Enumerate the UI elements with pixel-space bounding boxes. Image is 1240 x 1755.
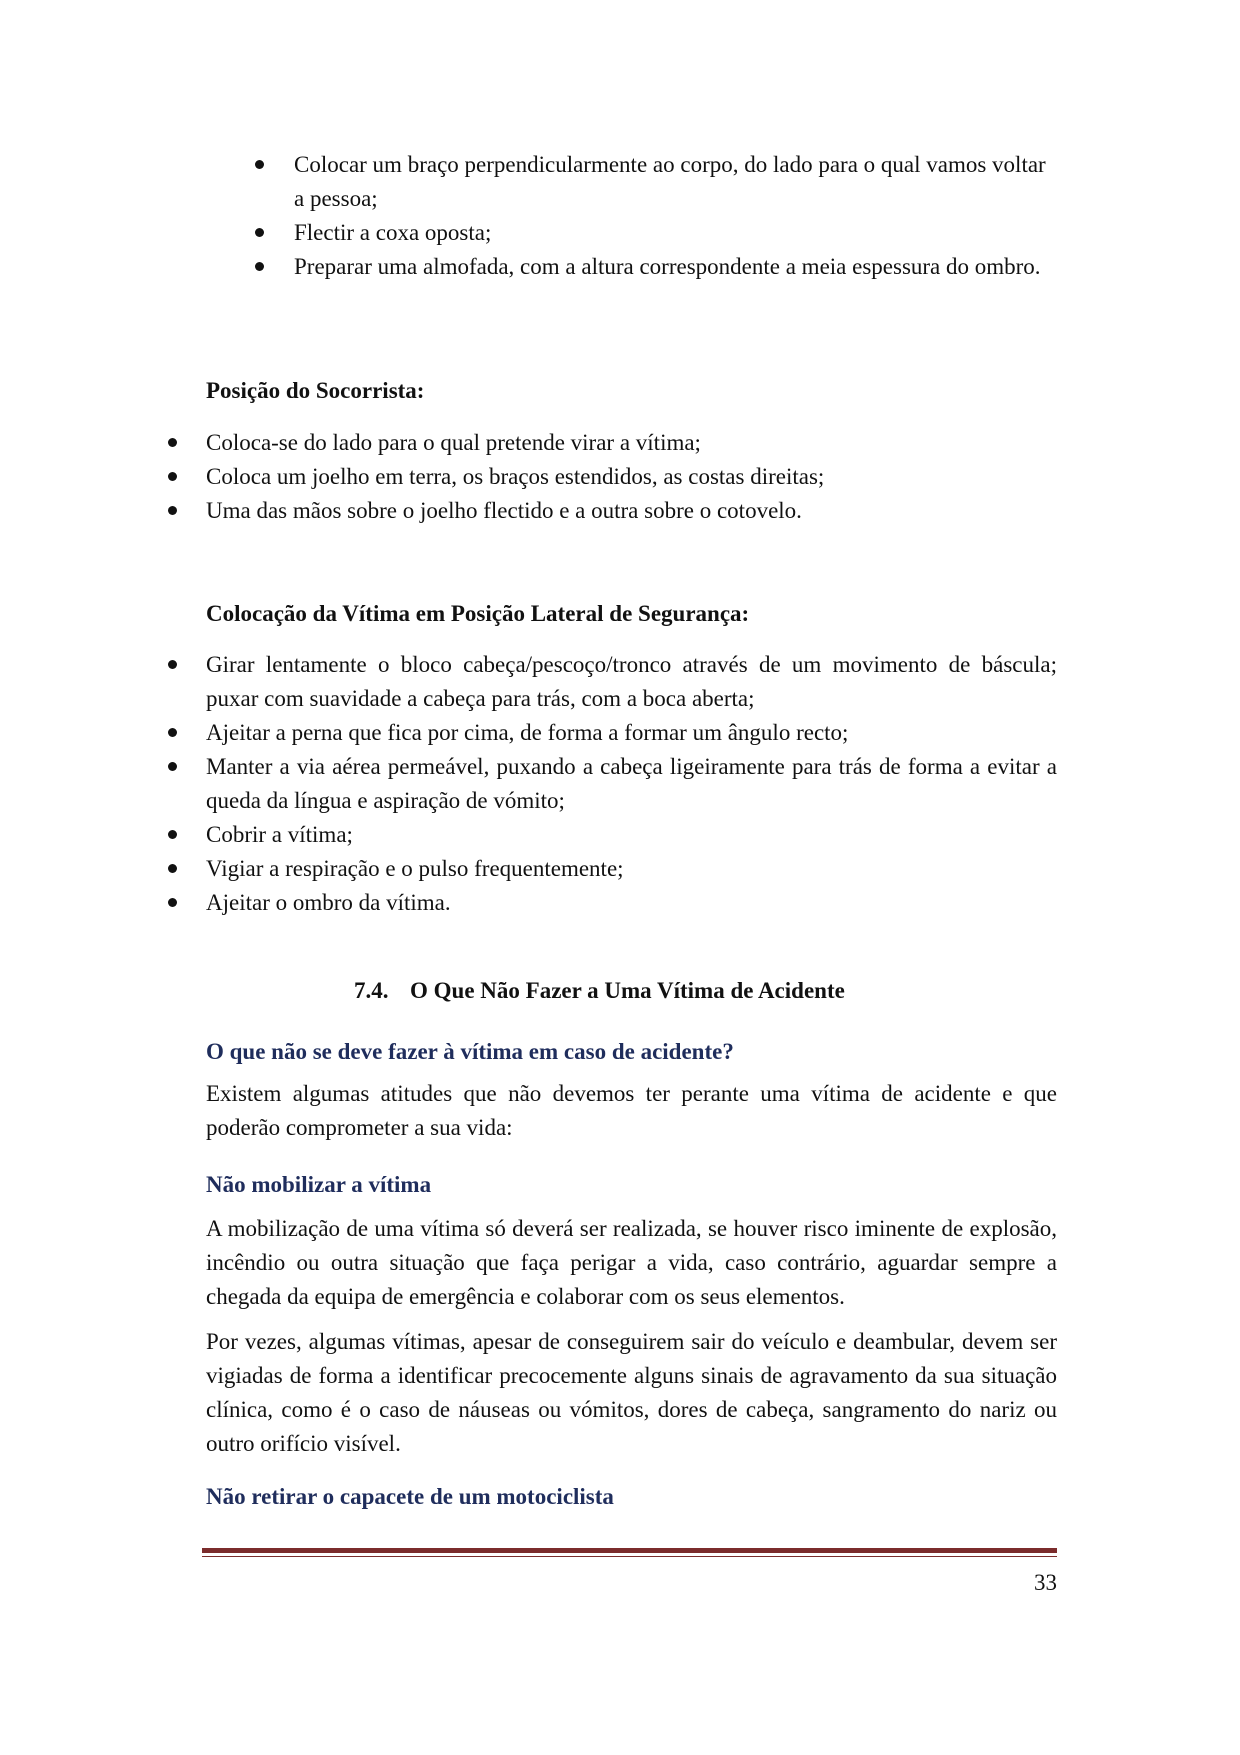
list-item	[206, 716, 1057, 750]
bullet-icon	[255, 228, 264, 237]
section-number: 7.4.	[354, 978, 389, 1003]
list-item-text: Preparar uma almofada, com a altura correspondente a meia espessura do ombro.	[294, 254, 1041, 279]
bullet-icon	[168, 438, 177, 447]
bullet-icon	[168, 472, 177, 481]
list-item	[206, 852, 1057, 886]
list-item	[206, 426, 1061, 460]
list-item	[206, 886, 1057, 920]
bullet-icon	[168, 830, 177, 839]
list-item	[294, 216, 1059, 250]
list-item	[294, 250, 1059, 284]
list-item	[206, 750, 1057, 818]
list-item	[206, 818, 1057, 852]
list-item-text: Vigiar a respiração e o pulso frequentemente;	[206, 856, 624, 881]
list-item-text: Coloca um joelho em terra, os braços estendidos, as costas direitas;	[206, 464, 825, 489]
colocacao-heading: Colocação da Vítima em Posição Lateral de Segurança:	[206, 601, 750, 626]
bullet-icon	[255, 160, 264, 169]
list-item	[206, 648, 1057, 716]
bullet-icon	[168, 898, 177, 907]
list-item-text: Ajeitar o ombro da vítima.	[206, 890, 451, 915]
list-item-text: Cobrir a vítima;	[206, 822, 353, 847]
socorrista-list	[206, 426, 1061, 528]
list-item-text: Uma das mãos sobre o joelho flectido e a outra sobre o cotovelo.	[206, 498, 802, 523]
list-item	[206, 460, 1061, 494]
list-item-text: Manter a via aérea permeável, puxando a cabeça ligeiramente para trás de forma a evitar a queda da língua e aspiração de vómito;	[206, 754, 1057, 813]
bullet-icon	[168, 660, 177, 669]
question-paragraph: Existem algumas atitudes que não devemos ter perante uma vítima de acidente e que poderão comprometer a sua vida:	[206, 1081, 1057, 1140]
list-item-text: Flectir a coxa oposta;	[294, 220, 492, 245]
section-title: O Que Não Fazer a Uma Vítima de Acidente	[410, 978, 845, 1003]
bullet-icon	[255, 262, 264, 271]
list-item	[206, 494, 1061, 528]
footer-rule-thin	[202, 1556, 1057, 1557]
bullet-icon	[168, 506, 177, 515]
bullet-icon	[168, 762, 177, 771]
page-number: 33	[1034, 1570, 1057, 1595]
bullet-icon	[168, 728, 177, 737]
list-item-text: Coloca-se do lado para o qual pretende virar a vítima;	[206, 430, 701, 455]
nao-retirar-heading: Não retirar o capacete de um motociclista	[206, 1484, 614, 1509]
nao-mobilizar-paragraph-2: Por vezes, algumas vítimas, apesar de conseguirem sair do veículo e deambular, devem ser vigiadas de forma a identificar precocemente alguns sinais de agravamento da sua situação clínica, como é o caso de náuseas ou vómitos, dores de cabeça, sangramento do nariz ou outro orifício visível.	[206, 1329, 1057, 1456]
footer-rule-thick	[202, 1548, 1057, 1553]
nao-mobilizar-heading: Não mobilizar a vítima	[206, 1172, 432, 1197]
top-bullet-list	[294, 148, 1059, 284]
bullet-icon	[168, 864, 177, 873]
socorrista-heading: Posição do Socorrista:	[206, 378, 425, 403]
section-heading	[354, 974, 845, 1008]
list-item	[294, 148, 1059, 216]
list-item-text: Girar lentamente o bloco cabeça/pescoço/tronco através de um movimento de báscula; puxar com suavidade a cabeça para trás, com a boca aberta;	[206, 652, 1057, 711]
question-heading: O que não se deve fazer à vítima em caso de acidente?	[206, 1039, 734, 1064]
list-item-text: Colocar um braço perpendicularmente ao corpo, do lado para o qual vamos voltar a pessoa;	[294, 152, 1046, 211]
nao-mobilizar-paragraph-1: A mobilização de uma vítima só deverá ser realizada, se houver risco iminente de explosão, incêndio ou outra situação que faça perigar a vida, caso contrário, aguardar sempre a chegada da equipa de emergência e colaborar com os seus elementos.	[206, 1216, 1057, 1309]
list-item-text: Ajeitar a perna que fica por cima, de forma a formar um ângulo recto;	[206, 720, 849, 745]
colocacao-list	[206, 648, 1057, 920]
